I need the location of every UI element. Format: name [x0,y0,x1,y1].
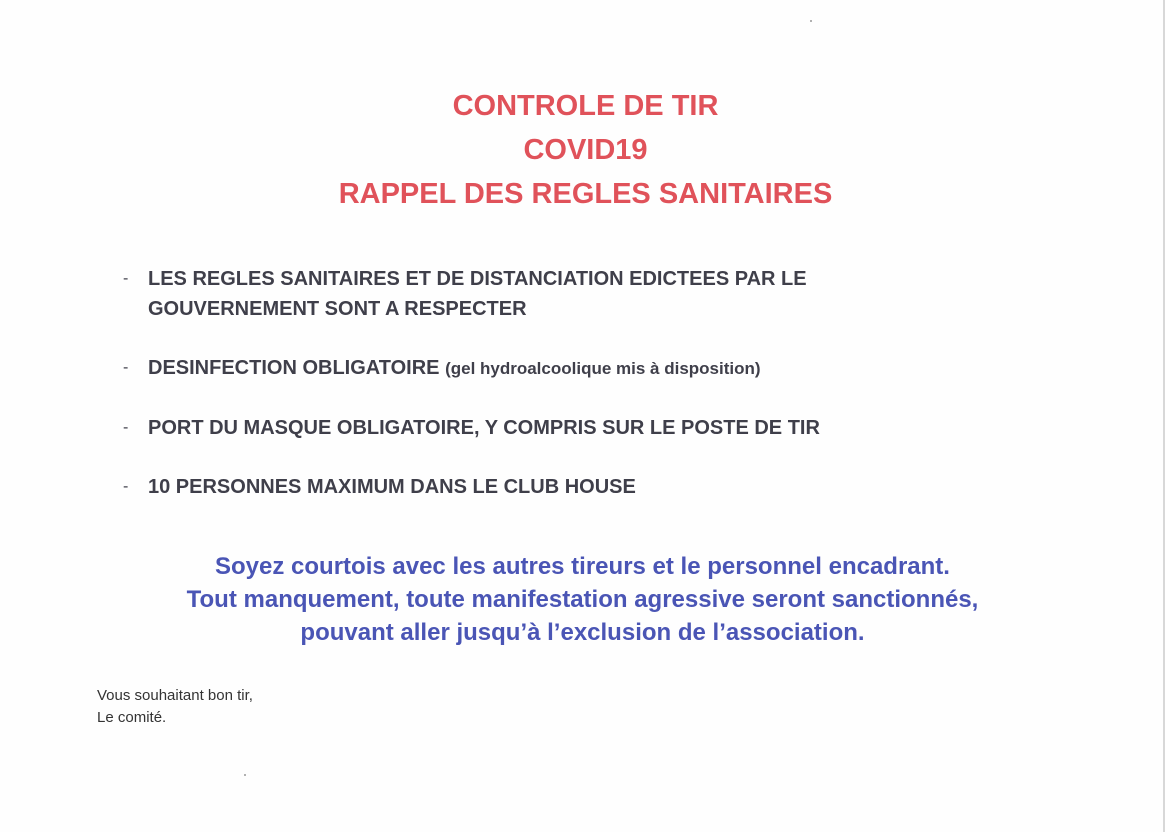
signature-line-1: Vous souhaitant bon tir, [97,687,253,704]
document-title [0,84,1165,216]
courtesy-message [0,550,1165,649]
title-line-2: COVID19 [523,134,648,166]
bullet-dash: - [123,419,129,436]
bullet-dash: - [123,478,129,495]
message-line-2: Tout manquement, toute manifestation agressive seront sanctionnés, [186,586,979,613]
bullet-dash: - [123,359,129,376]
signature-line-2: Le comité. [97,709,167,726]
rule-item-distancing [118,264,1018,324]
message-line-3: pouvant aller jusqu’à l’exclusion de l’association. [300,619,865,646]
rule-text: DESINFECTION OBLIGATOIRE [148,357,440,379]
rule-text-line-1: LES REGLES SANITAIRES ET DE DISTANCIATION EDICTEES PAR LE [148,268,807,290]
scan-speck [244,774,246,776]
title-line-3: RAPPEL DES REGLES SANITAIRES [338,178,833,210]
rule-item-disinfection [118,353,1018,384]
rule-note: (gel hydroalcoolique mis à disposition) [445,359,761,378]
rule-text: 10 PERSONNES MAXIMUM DANS LE CLUB HOUSE [148,476,636,498]
message-line-1: Soyez courtois avec les autres tireurs et le personnel encadrant. [215,553,950,580]
rule-item-mask [118,413,1018,443]
rule-item-capacity [118,472,1018,502]
rule-text: PORT DU MASQUE OBLIGATOIRE, Y COMPRIS SUR LE POSTE DE TIR [148,417,820,439]
rule-text-line-2: GOUVERNEMENT SONT A RESPECTER [148,298,527,320]
rules-list [118,264,1018,531]
bullet-dash: - [123,270,129,287]
signature-block [97,685,253,729]
title-line-1: CONTROLE DE TIR [452,90,719,122]
scan-speck [810,20,812,22]
